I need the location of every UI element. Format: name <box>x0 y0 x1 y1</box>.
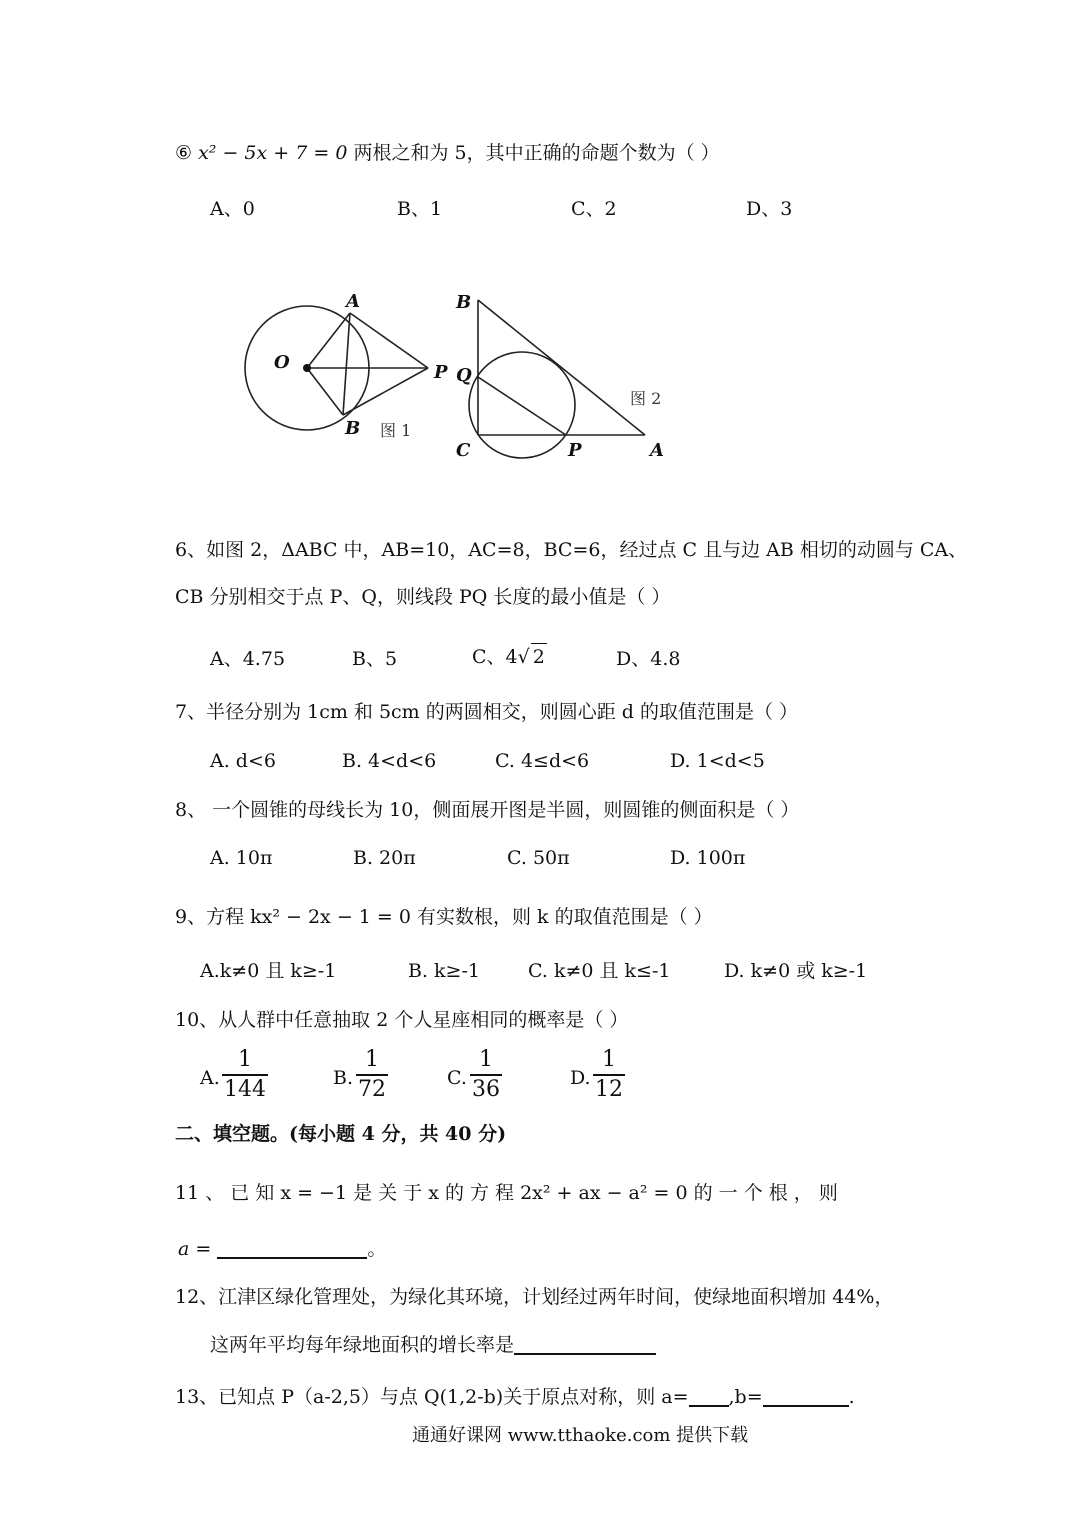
q12-line-2-text: 这两年平均每年绿地面积的增长率是 <box>210 1334 515 1356</box>
footer-credit: 通通好课网 www.tthaoke.com 提供下载 <box>412 1425 749 1446</box>
section-2-title: 二、填空题。(每小题 4 分，共 40 分) <box>175 1123 507 1145</box>
q6-line-2: CB 分别相交于点 P、Q，则线段 PQ 长度的最小值是（ ） <box>175 586 671 608</box>
q5-option-a: A、0 <box>210 198 255 220</box>
fraction-numerator: 1 <box>602 1047 616 1072</box>
q10-option-b-fraction <box>356 1048 388 1102</box>
q6-option-c-label: C、4 <box>472 646 518 668</box>
fraction-denominator: 12 <box>595 1077 623 1102</box>
fraction-denominator: 36 <box>472 1077 500 1102</box>
fig2-label-c: C <box>456 440 471 461</box>
q8-text: 8、 一个圆锥的母线长为 10，侧面展开图是半圆，则圆锥的侧面积是（ ） <box>175 799 800 821</box>
q13-text-b: ,b= <box>728 1386 763 1408</box>
fig1-radius-ob <box>307 368 343 415</box>
q7-option-b: B. 4<d<6 <box>342 750 437 772</box>
q8-option-c: C. 50π <box>507 847 570 869</box>
q8-option-a: A. 10π <box>210 847 273 869</box>
fig2-label-a: A <box>650 440 664 461</box>
q9-option-b: B. k≥-1 <box>408 960 480 982</box>
q6-line-1: 6、如图 2，ΔABC 中，AB=10，AC=8，BC=6，经过点 C 且与边 AB 相切的动圆与 CA、 <box>175 539 968 561</box>
q13-text <box>175 1384 855 1410</box>
q13-answer-b-blank[interactable] <box>763 1385 849 1407</box>
q10-option-b-label: B. <box>333 1067 354 1089</box>
q10-option-c-fraction <box>470 1048 502 1102</box>
q10-option-c-label: C. <box>447 1067 467 1089</box>
fig1-radius-oa <box>307 313 350 368</box>
q11-line-2 <box>178 1236 386 1262</box>
q8-option-b: B. 20π <box>353 847 416 869</box>
figure-2 <box>469 300 645 458</box>
sqrt-icon: √ <box>517 646 530 668</box>
fig1-label-o: O <box>274 352 290 373</box>
q13-answer-a-blank[interactable] <box>689 1385 729 1407</box>
q10-option-d-fraction <box>593 1048 625 1102</box>
q9-option-d: D. k≠0 或 k≥-1 <box>724 960 868 982</box>
q10-option-a-fraction <box>222 1048 268 1102</box>
fig1-chord-ab <box>343 313 350 415</box>
q10-option-a-label: A. <box>200 1067 220 1089</box>
fig1-label-a: A <box>346 291 360 312</box>
q6-option-b: B、5 <box>352 648 398 670</box>
q6-option-a: A、4.75 <box>210 648 286 670</box>
fraction-numerator: 1 <box>238 1047 252 1072</box>
fig1-label-b: B <box>345 418 361 439</box>
fraction-numerator: 1 <box>479 1047 493 1072</box>
q12-line-2 <box>210 1332 656 1358</box>
q13-text-end: . <box>848 1386 855 1408</box>
q5-option-b: B、1 <box>397 198 443 220</box>
q6-option-c <box>472 643 547 670</box>
q9-option-a: A.k≠0 且 k≥-1 <box>200 960 337 982</box>
q12-line-1: 12、江津区绿化管理处，为绿化其环境，计划经过两年时间，使绿地面积增加 44%， <box>175 1286 894 1308</box>
q10-option-d-label: D. <box>570 1067 591 1089</box>
fig2-segment-pq <box>478 377 566 435</box>
q7-option-d: D. 1<d<5 <box>670 750 765 772</box>
q9-text: 9、方程 kx² − 2x − 1 = 0 有实数根，则 k 的取值范围是（ ） <box>175 906 713 928</box>
q7-text: 7、半径分别为 1cm 和 5cm 的两圆相交，则圆心距 d 的取值范围是（ ） <box>175 701 799 723</box>
fraction-denominator: 72 <box>358 1077 386 1102</box>
fig1-tangent-pb <box>343 368 428 415</box>
q6-option-d: D、4.8 <box>616 648 681 670</box>
fig2-circle <box>469 352 575 458</box>
q7-option-a: A. d<6 <box>210 750 276 772</box>
q10-text: 10、从人群中任意抽取 2 个人星座相同的概率是（ ） <box>175 1009 629 1031</box>
q5-text: 两根之和为 5，其中正确的命题个数为（ ） <box>353 142 720 164</box>
fig2-label-b: B <box>456 292 472 313</box>
q5-option-d: D、3 <box>746 198 793 220</box>
fig1-label-p: P <box>434 362 448 383</box>
q5-circled-number: ⑥ <box>175 142 193 164</box>
q7-option-c: C. 4≤d<6 <box>495 750 590 772</box>
fig2-caption: 图 2 <box>630 389 662 408</box>
q11-answer-blank[interactable] <box>217 1237 367 1259</box>
geometry-figures <box>0 280 1075 500</box>
q5-equation: x² − 5x + 7 = 0 <box>198 142 348 164</box>
q5-statement <box>175 140 720 166</box>
fig1-center-dot <box>303 364 311 372</box>
fraction-denominator: 144 <box>224 1077 266 1102</box>
q5-option-c: C、2 <box>571 198 617 220</box>
q11-answer-prefix: a = <box>178 1238 212 1260</box>
fig2-label-p: P <box>568 440 582 461</box>
fraction-bar <box>593 1074 625 1076</box>
fig2-label-q: Q <box>456 365 472 386</box>
q12-answer-blank[interactable] <box>514 1333 656 1355</box>
q11-answer-suffix: 。 <box>367 1238 387 1260</box>
fraction-bar <box>356 1074 388 1076</box>
fig2-side-ab <box>478 300 645 435</box>
figure-1 <box>245 306 428 430</box>
q11-line-1: 11 、 已 知 x = −1 是 关 于 x 的 方 程 2x² + ax − a² = 0 的 一 个 根 ， 则 <box>175 1182 838 1204</box>
fraction-numerator: 1 <box>365 1047 379 1072</box>
q6-option-c-radicand: 2 <box>531 643 547 670</box>
q8-option-d: D. 100π <box>670 847 746 869</box>
fig1-caption: 图 1 <box>380 421 412 440</box>
fraction-bar <box>222 1074 268 1076</box>
q13-text-a: 13、已知点 P（a-2,5）与点 Q(1,2-b)关于原点对称，则 a= <box>175 1386 689 1408</box>
q9-option-c: C. k≠0 且 k≤-1 <box>528 960 671 982</box>
fraction-bar <box>470 1074 502 1076</box>
